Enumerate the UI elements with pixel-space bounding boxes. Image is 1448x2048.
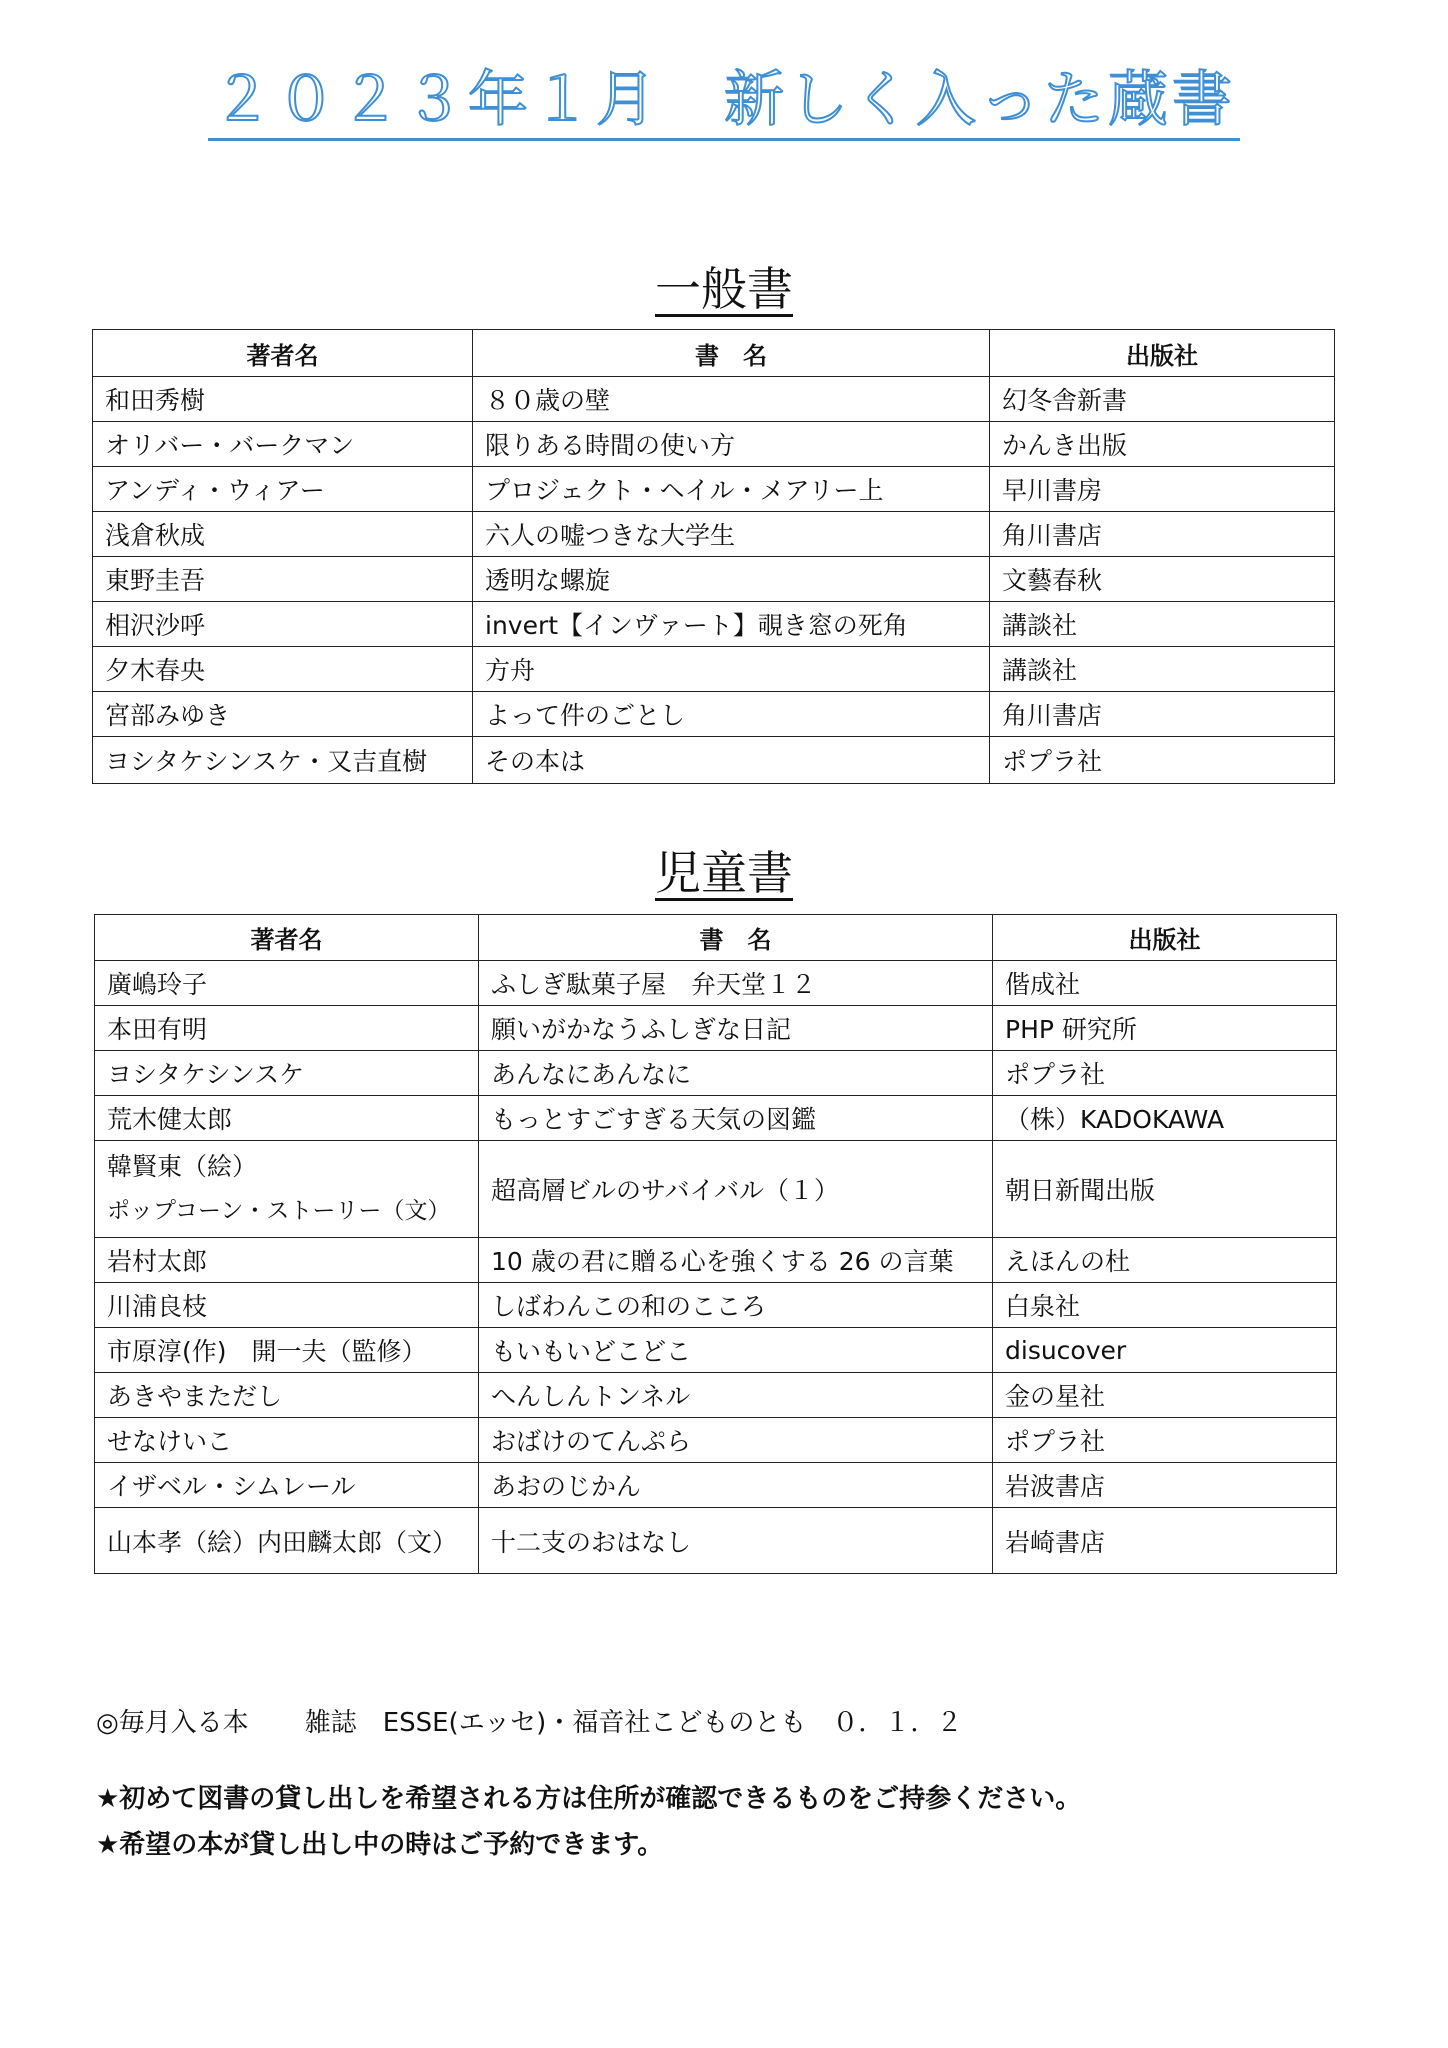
publisher-cell: ポプラ社 bbox=[990, 737, 1335, 784]
general-books-table bbox=[92, 329, 1335, 784]
table-row bbox=[93, 557, 1335, 602]
book-title-cell: 願いがかなうふしぎな日記 bbox=[479, 1006, 993, 1051]
author-cell: 和田秀樹 bbox=[93, 377, 473, 422]
author-cell: 東野圭吾 bbox=[93, 557, 473, 602]
author-cell: 山本孝（絵）内田麟太郎（文） bbox=[95, 1508, 479, 1574]
author-name-secondary: ポップコーン・ストーリー（文） bbox=[107, 1198, 451, 1224]
publisher-cell: 朝日新聞出版 bbox=[993, 1141, 1337, 1238]
publisher-cell: 講談社 bbox=[990, 602, 1335, 647]
publisher-cell: 角川書店 bbox=[990, 512, 1335, 557]
children-section-heading bbox=[0, 846, 1448, 901]
author-cell: 浅倉秋成 bbox=[93, 512, 473, 557]
book-title-cell: おばけのてんぷら bbox=[479, 1418, 993, 1463]
book-title-cell: ８０歳の壁 bbox=[473, 377, 990, 422]
author-cell bbox=[95, 1141, 479, 1238]
book-title-cell: ふしぎ駄菓子屋 弁天堂１２ bbox=[479, 961, 993, 1006]
table-row bbox=[95, 1006, 1337, 1051]
author-cell: せなけいこ bbox=[95, 1418, 479, 1463]
page-title bbox=[0, 65, 1448, 141]
table-row bbox=[93, 377, 1335, 422]
table-row bbox=[93, 467, 1335, 512]
book-title-cell: 透明な螺旋 bbox=[473, 557, 990, 602]
author-cell: 夕木春央 bbox=[93, 647, 473, 692]
book-title-cell: 方舟 bbox=[473, 647, 990, 692]
author-cell: 市原淳(作) 開一夫（監修） bbox=[95, 1328, 479, 1373]
publisher-cell: PHP 研究所 bbox=[993, 1006, 1337, 1051]
table-row bbox=[95, 1373, 1337, 1418]
table-row bbox=[93, 512, 1335, 557]
publisher-cell: disucover bbox=[993, 1328, 1337, 1373]
table-row bbox=[93, 647, 1335, 692]
monthly-books-note bbox=[96, 1710, 962, 1736]
children-heading-text: 児童書 bbox=[655, 846, 793, 900]
book-title-cell: 10 歳の君に贈る心を強くする 26 の言葉 bbox=[479, 1238, 993, 1283]
book-title-cell: その本は bbox=[473, 737, 990, 784]
table-row bbox=[93, 602, 1335, 647]
author-cell: オリバー・バークマン bbox=[93, 422, 473, 467]
author-cell: 荒木健太郎 bbox=[95, 1096, 479, 1141]
book-title-cell: invert【インヴァート】覗き窓の死角 bbox=[473, 602, 990, 647]
author-cell: 相沢沙呼 bbox=[93, 602, 473, 647]
book-title-cell: 超高層ビルのサバイバル（１） bbox=[479, 1141, 993, 1238]
author-cell: 川浦良枝 bbox=[95, 1283, 479, 1328]
publisher-cell: 角川書店 bbox=[990, 692, 1335, 737]
column-header-author: 著者名 bbox=[95, 915, 479, 961]
publisher-cell: （株）KADOKAWA bbox=[993, 1096, 1337, 1141]
page-title-text: ２０２３年１月 新しく入った蔵書 bbox=[208, 70, 1240, 141]
table-row bbox=[95, 1418, 1337, 1463]
publisher-cell: 幻冬舎新書 bbox=[990, 377, 1335, 422]
table-row bbox=[95, 1141, 1337, 1238]
book-title-cell: プロジェクト・ヘイル・メアリー上 bbox=[473, 467, 990, 512]
author-cell: アンディ・ウィアー bbox=[93, 467, 473, 512]
table-header-row bbox=[93, 330, 1335, 377]
column-header-publisher: 出版社 bbox=[993, 915, 1337, 961]
author-cell: 宮部みゆき bbox=[93, 692, 473, 737]
table-row bbox=[95, 1238, 1337, 1283]
children-books-table bbox=[94, 914, 1337, 1574]
book-title-cell: あんなにあんなに bbox=[479, 1051, 993, 1096]
publisher-cell: ポプラ社 bbox=[993, 1418, 1337, 1463]
notice-id-required: ★初めて図書の貸し出しを希望される方は住所が確認できるものをご持参ください。 bbox=[96, 1784, 1082, 1814]
book-title-cell: しばわんこの和のこころ bbox=[479, 1283, 993, 1328]
publisher-cell: 早川書房 bbox=[990, 467, 1335, 512]
book-title-cell: へんしんトンネル bbox=[479, 1373, 993, 1418]
publisher-cell: 文藝春秋 bbox=[990, 557, 1335, 602]
publisher-cell: 講談社 bbox=[990, 647, 1335, 692]
publisher-cell: 金の星社 bbox=[993, 1373, 1337, 1418]
author-name: 韓賢東（絵） bbox=[107, 1152, 258, 1181]
general-heading-text: 一般書 bbox=[655, 262, 793, 316]
publisher-cell: 白泉社 bbox=[993, 1283, 1337, 1328]
table-row bbox=[93, 737, 1335, 784]
general-section-heading bbox=[0, 262, 1448, 317]
monthly-books-label: ◎毎月入る本 bbox=[96, 1708, 249, 1738]
author-cell: 廣嶋玲子 bbox=[95, 961, 479, 1006]
author-cell: イザベル・シムレール bbox=[95, 1463, 479, 1508]
table-row bbox=[95, 961, 1337, 1006]
author-cell: あきやまただし bbox=[95, 1373, 479, 1418]
author-cell: 岩村太郎 bbox=[95, 1238, 479, 1283]
table-row bbox=[95, 1096, 1337, 1141]
book-title-cell: 六人の嘘つきな大学生 bbox=[473, 512, 990, 557]
author-cell: 本田有明 bbox=[95, 1006, 479, 1051]
table-row bbox=[95, 1051, 1337, 1096]
notice-reservation: ★希望の本が貸し出し中の時はご予約できます。 bbox=[96, 1830, 664, 1860]
table-header-row bbox=[95, 915, 1337, 961]
column-header-title: 書 名 bbox=[479, 915, 993, 961]
column-header-author: 著者名 bbox=[93, 330, 473, 377]
book-title-cell: よって件のごとし bbox=[473, 692, 990, 737]
author-cell: ヨシタケシンスケ bbox=[95, 1051, 479, 1096]
book-title-cell: もっとすごすぎる天気の図鑑 bbox=[479, 1096, 993, 1141]
book-title-cell: もいもいどこどこ bbox=[479, 1328, 993, 1373]
table-row bbox=[95, 1463, 1337, 1508]
publisher-cell: かんき出版 bbox=[990, 422, 1335, 467]
column-header-title: 書 名 bbox=[473, 330, 990, 377]
book-title-cell: 十二支のおはなし bbox=[479, 1508, 993, 1574]
publisher-cell: 岩崎書店 bbox=[993, 1508, 1337, 1574]
publisher-cell: ポプラ社 bbox=[993, 1051, 1337, 1096]
table-row bbox=[95, 1283, 1337, 1328]
table-row bbox=[93, 692, 1335, 737]
book-title-cell: あおのじかん bbox=[479, 1463, 993, 1508]
monthly-books-items: 雑誌 ESSE(エッセ)・福音社こどものとも ０．１．２ bbox=[304, 1708, 963, 1738]
publisher-cell: えほんの杜 bbox=[993, 1238, 1337, 1283]
publisher-cell: 岩波書店 bbox=[993, 1463, 1337, 1508]
publisher-cell: 偕成社 bbox=[993, 961, 1337, 1006]
table-row bbox=[93, 422, 1335, 467]
table-row bbox=[95, 1508, 1337, 1574]
author-cell: ヨシタケシンスケ・又吉直樹 bbox=[93, 737, 473, 784]
column-header-publisher: 出版社 bbox=[990, 330, 1335, 377]
table-row bbox=[95, 1328, 1337, 1373]
book-title-cell: 限りある時間の使い方 bbox=[473, 422, 990, 467]
